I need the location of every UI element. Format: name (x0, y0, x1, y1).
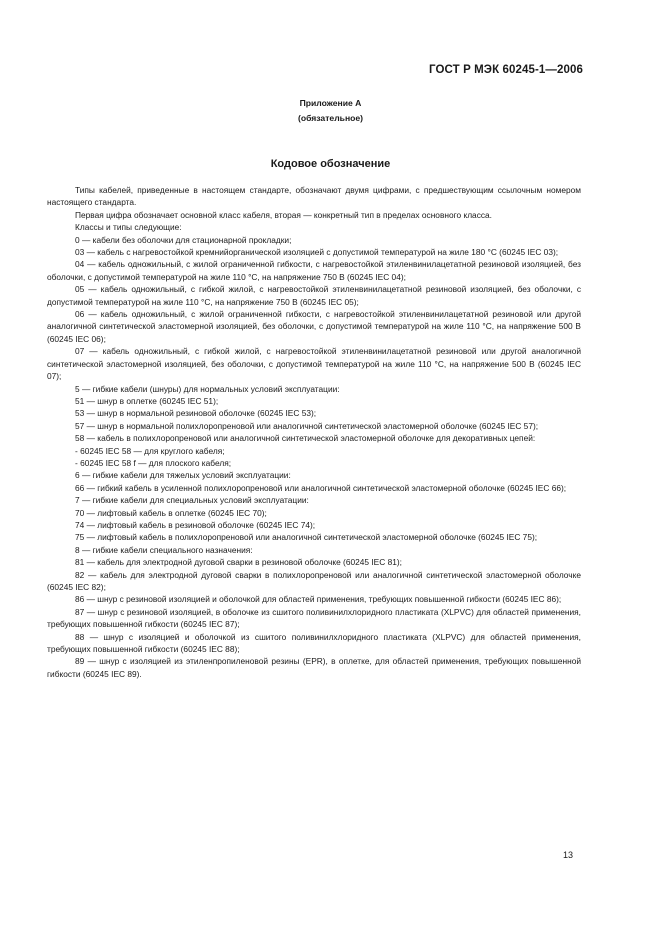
appendix-status: (обязательное) (297, 113, 364, 123)
paragraph: 75 — лифтовый кабель в полихлоропреновой или аналогичной синтетической эластомерной оболочке (60245 IEC 75); (75, 532, 538, 543)
paragraph: 66 — гибкий кабель в усиленной полихлоропреновой или аналогичной синтетической эластомерной оболочке (60245 IEC 66); (75, 482, 567, 493)
paragraph: 57 — шнур в нормальной полихлоропреновой или аналогичной синтетической эластомерной оболочке (60245 IEC 57); (75, 420, 539, 431)
paragraph: 5 — гибкие кабели (шнуры) для нормальных условий эксплуатации: (75, 383, 340, 394)
paragraph: 89 — шнур с изоляцией из этиленпропиленовой резины (EPR), в оплетке, для областей применения, требующих повышенной гибкости (60245 IEC 89). (47, 656, 581, 679)
paragraph: 06 — кабель одножильный, с жилой ограниченной гибкости, с нагревостойкой этиленвинилацетатной резиновой или другой аналогичной синтетической эластомерной изоляцией, без оболочки, с допустимой температурой на жиле 110 °С, на напряжение 500 В (60245 IEC 06); (47, 309, 581, 344)
paragraph: 82 — кабель для электродной дуговой сварки в полихлоропреновой или аналогичной синтетической эластомерной оболочке (60245 IEC 82); (47, 569, 581, 592)
appendix-title: Приложение А (299, 98, 362, 108)
paragraph: Классы и типы следующие: (75, 222, 182, 233)
paragraph: 88 — шнур с изоляцией и оболочкой из сшитого поливинилхлоридного пластиката (XLPVC) для областей применения, требующих повышенной гибкости (60245 IEC 88); (47, 631, 581, 655)
paragraph: 04 — кабель одножильный, с жилой ограниченной гибкости, с нагревостойкой этиленвинилацетатной резиновой изоляцией, без оболочки, с допустимой температурой на жиле 110 °С, на напряжение 750 В (60245 IEC 04); (47, 259, 581, 282)
paragraph: 74 — лифтовый кабель в резиновой оболочке (60245 IEC 74); (75, 519, 316, 530)
page-number: 13 (562, 850, 573, 860)
paragraph: 86 — шнур с резиновой изоляцией и оболочкой для областей применения, требующих повышенной гибкости (60245 IEC 86); (75, 594, 562, 605)
list-item: - 60245 IEC 58 — для круглого кабеля; (75, 445, 225, 456)
paragraph: 87 — шнур с резиновой изоляцией, в оболочке из сшитого поливинилхлоридного пластиката (XLPVC) для областей применения, требующих повышенной гибкости (60245 IEC 87); (47, 606, 581, 630)
paragraph: 0 — кабели без оболочки для стационарной прокладки; (75, 234, 292, 245)
list-item: - 60245 IEC 58 f — для плоского кабеля; (75, 457, 232, 468)
paragraph: Первая цифра обозначает основной класс кабеля, вторая — конкретный тип в пределах основного класса. (75, 209, 493, 220)
body-text (47, 184, 581, 680)
standard-id-header: ГОСТ Р МЭК 60245-1—2006 (429, 64, 583, 76)
paragraph: 81 — кабель для электродной дуговой сварки в резиновой оболочке (60245 IEC 81); (75, 557, 402, 568)
paragraph: 58 — кабель в полихлоропреновой или аналогичной синтетической эластомерной оболочке для декоративных цепей: (75, 433, 536, 444)
paragraph: 8 — гибкие кабели специального назначения: (75, 544, 253, 555)
paragraph: 03 — кабель с нагревостойкой кремнийорганической изоляцией с допустимой температурой на жиле 180 °С (60245 IEC 03); (75, 247, 559, 258)
paragraph: 07 — кабель одножильный, с гибкой жилой, с нагревостойкой этиленвинилацетатной резиновой или другой аналогичной синтетической эластомерной изоляцией, без оболочки, с допустимой температурой на жиле 110 °С, на напряжение 500 В (60245 IEC 07); (47, 346, 581, 382)
appendix-heading (0, 96, 661, 126)
paragraph: 6 — гибкие кабели для тяжелых условий эксплуатации: (75, 470, 291, 481)
paragraph: Типы кабелей, приведенные в настоящем стандарте, обозначают двумя цифрами, с предшествующим ссылочным номером настоящего стандарта. (47, 185, 581, 208)
section-title: Кодовое обозначение (270, 158, 391, 170)
paragraph: 7 — гибкие кабели для специальных условий эксплуатации: (75, 495, 309, 506)
paragraph: 05 — кабель одножильный, с гибкой жилой, с нагревостойкой этиленвинилацетатной резиновой изоляцией, без оболочки, с допустимой температурой на жиле 110 °С, на напряжение 750 В (60245 IEC 05); (47, 284, 581, 307)
paragraph: 51 — шнур в оплетке (60245 IEC 51); (75, 395, 219, 406)
paragraph: 53 — шнур в нормальной резиновой оболочке (60245 IEC 53); (75, 408, 317, 419)
paragraph: 70 — лифтовый кабель в оплетке (60245 IEC 70); (75, 507, 267, 518)
